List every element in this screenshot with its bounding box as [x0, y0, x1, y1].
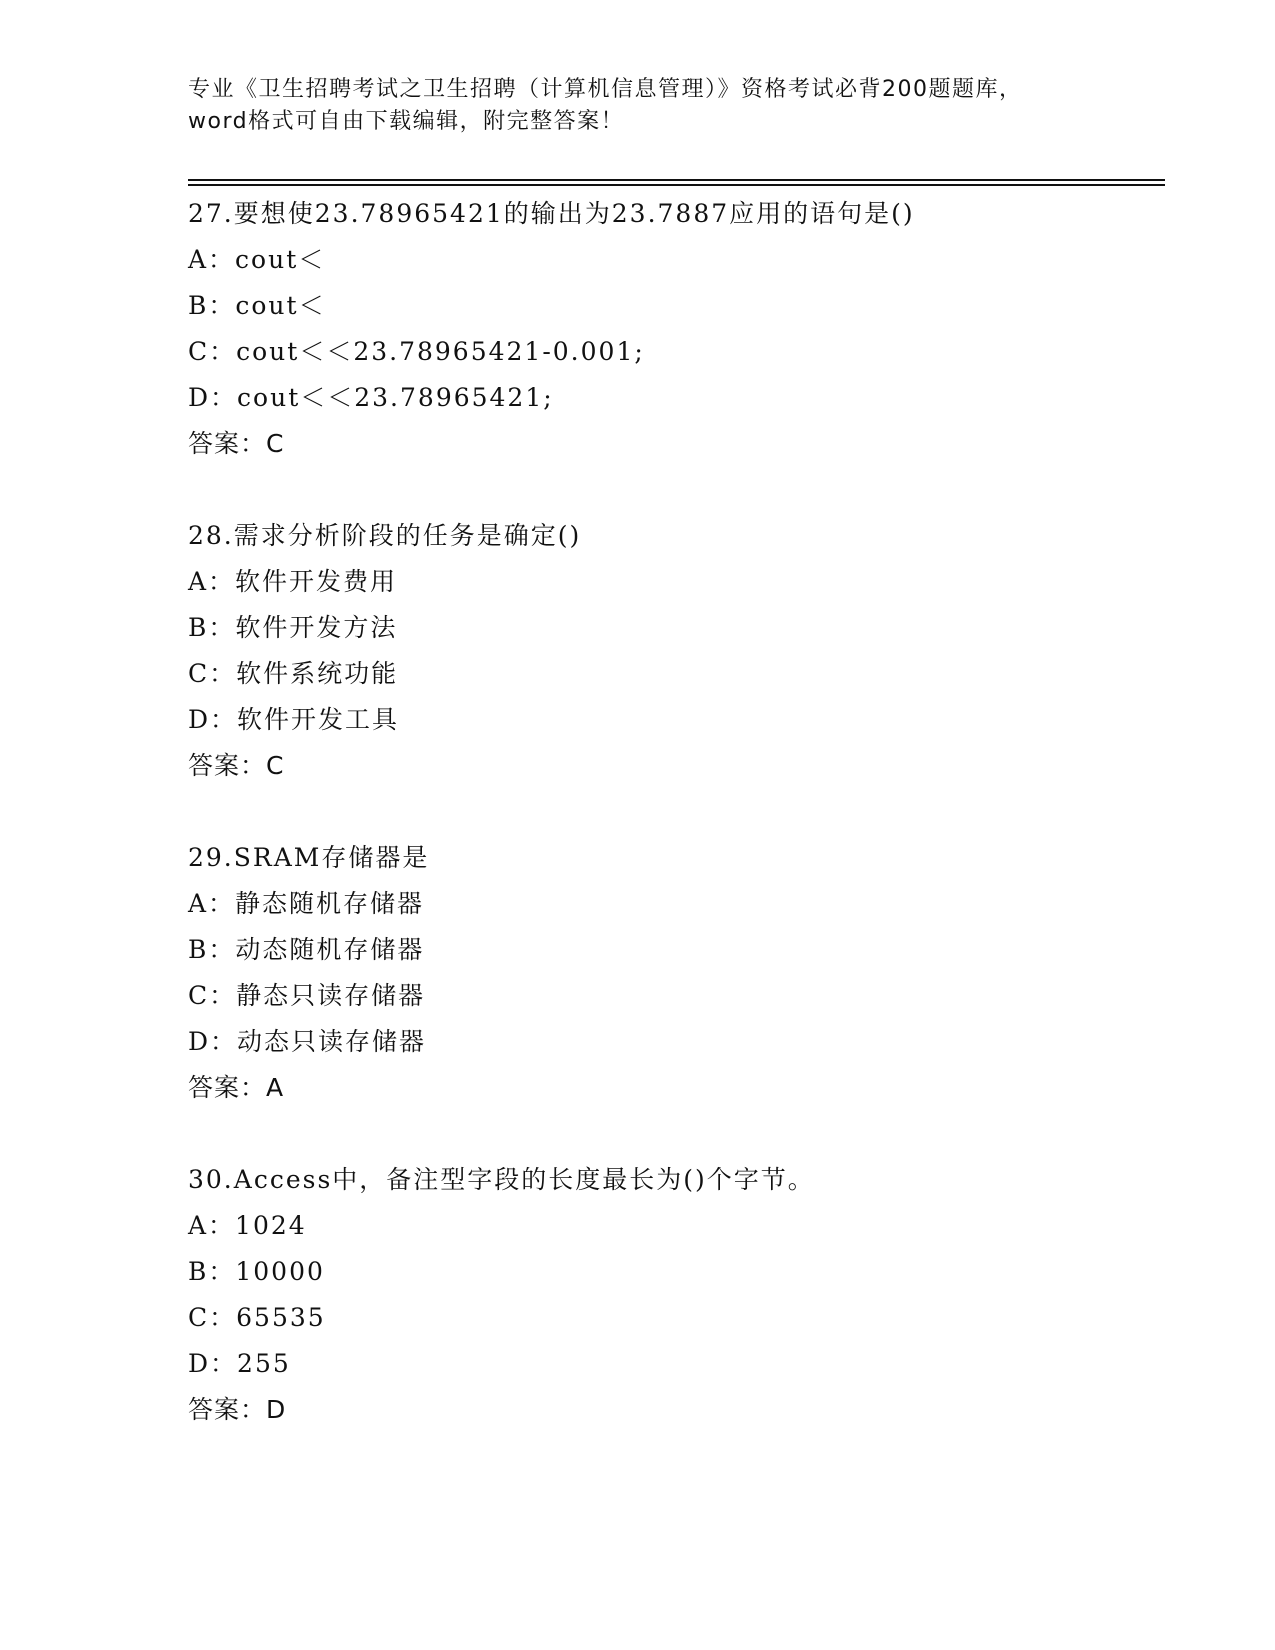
- header-line-2: word格式可自由下载编辑，附完整答案！: [188, 109, 625, 134]
- option-c: C：65535: [188, 1303, 326, 1332]
- option-b: B：软件开发方法: [188, 613, 398, 642]
- option-d: D：软件开发工具: [188, 705, 400, 734]
- option-a: A：静态随机存储器: [188, 889, 425, 918]
- answer-label: 答案：D: [188, 1395, 287, 1424]
- option-d: D：255: [188, 1349, 291, 1378]
- option-a: A：cout＜: [188, 245, 326, 274]
- question-stem: 30.Access中，备注型字段的长度最长为()个字节。: [188, 1165, 815, 1194]
- question-27: [188, 191, 1168, 467]
- option-b: B：动态随机存储器: [188, 935, 425, 964]
- option-c: C：cout＜＜23.78965421-0.001;: [188, 337, 645, 366]
- question-stem: 29.SRAM存储器是: [188, 843, 430, 872]
- header-divider-top: [188, 179, 1165, 181]
- header-divider-bottom: [188, 184, 1165, 186]
- option-a: A：1024: [188, 1211, 307, 1240]
- question-stem: 28.需求分析阶段的任务是确定(): [188, 521, 582, 550]
- option-d: D：cout＜＜23.78965421;: [188, 383, 554, 412]
- question-29: [188, 835, 1168, 1111]
- document-header: [188, 74, 1088, 138]
- question-30: [188, 1157, 1168, 1433]
- question-28: [188, 513, 1168, 789]
- header-line-1: 专业《卫生招聘考试之卫生招聘（计算机信息管理）》资格考试必背200题题库，: [188, 77, 1023, 102]
- option-a: A：软件开发费用: [188, 567, 398, 596]
- option-d: D：动态只读存储器: [188, 1027, 427, 1056]
- question-stem: 27.要想使23.78965421的输出为23.7887应用的语句是(): [188, 199, 915, 228]
- answer-label: 答案：A: [188, 1073, 285, 1102]
- option-b: B：cout＜: [188, 291, 326, 320]
- question-list: [188, 191, 1168, 1479]
- answer-label: 答案：C: [188, 429, 285, 458]
- option-c: C：静态只读存储器: [188, 981, 426, 1010]
- option-c: C：软件系统功能: [188, 659, 399, 688]
- answer-label: 答案：C: [188, 751, 285, 780]
- option-b: B：10000: [188, 1257, 325, 1286]
